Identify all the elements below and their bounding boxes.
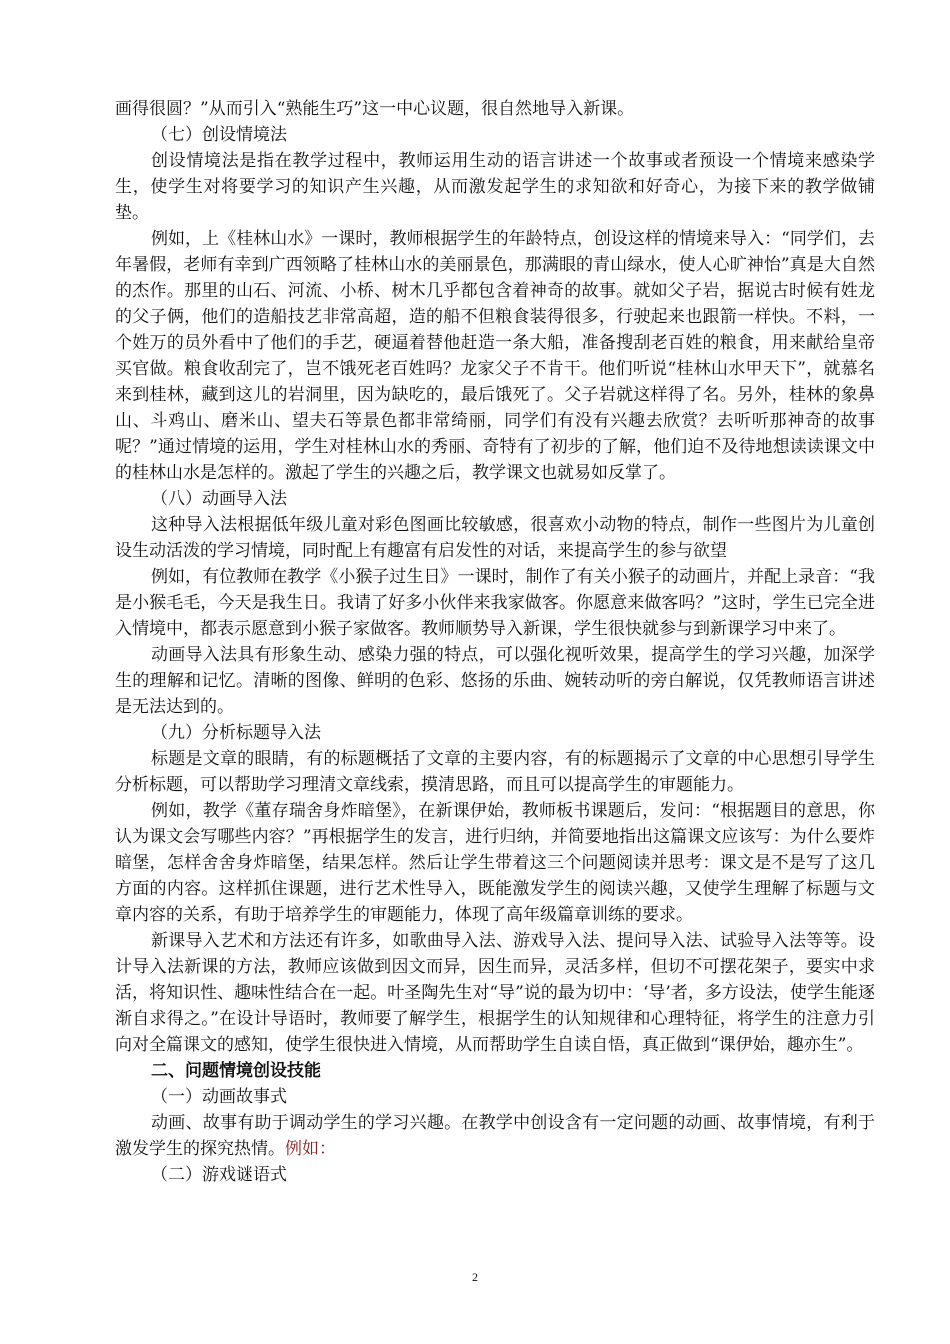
paragraph: 这种导入法根据低年级儿童对彩色图画比较敏感，很喜欢小动物的特点，制作一些图片为儿童创设生动活泼的学习情境，同时配上有趣富有启发性的对话，来提高学生的参与欲望 [115, 515, 875, 561]
subheading-situation-method: （七）创设情境法 [151, 125, 287, 145]
subheading-game-riddle: （二）游戏谜语式 [151, 1165, 287, 1185]
paragraph: 创设情境法是指在教学过程中，教师运用生动的语言讲述一个故事或者预设一个情境来感染学生，使学生对将要学习的知识产生兴趣，从而激发起学生的求知欲和好奇心，为接下来的教学做铺垫。 [115, 151, 875, 223]
subheading-animation-method: （八）动画导入法 [151, 489, 287, 509]
paragraph: 例如，有位教师在教学《小猴子过生日》一课时，制作了有关小猴子的动画片，并配上录音：“我是小猴毛毛，今天是我生日。我请了好多小伙伴来我家做客。你愿意来做客吗？”这时，学生已完全进入情境中，都表示愿意到小猴子家做客。教师顺势导入新课，学生很快就参与到新课学习中来了。 [115, 567, 875, 639]
paragraph: 标题是文章的眼睛，有的标题概括了文章的主要内容，有的标题揭示了文章的中心思想引导学生分析标题，可以帮助学习理清文章线索，摸清思路，而且可以提高学生的审题能力。 [115, 749, 875, 795]
page-number: 2 [472, 1270, 478, 1284]
paragraph: 例如，上《桂林山水》一课时，教师根据学生的年龄特点，创设这样的情境来导入：“同学们，去年暑假，老师有幸到广西领略了桂林山水的美丽景色，那满眼的青山绿水，使人心旷神怡”真是大自然的杰作。那里的山石、河流、小桥、树木几乎都包含着神奇的故事。就如父子岩，据说古时候有姓龙的父子俩，他们的造船技艺非常高超，造的船不但粮食装得很多，行驶起来也跟箭一样快。不料，一个姓万的员外看中了他们的手艺，硬逼着替他赶造一条大船，准备搜刮老百姓的粮食，用来献给皇帝买官做。粮食收刮完了，岂不饿死老百姓吗？龙家父子不肯干。他们听说“桂林山水甲天下”，就慕名来到桂林，藏到这儿的岩洞里，因为缺吃的，最后饿死了。父子岩就这样得了名。另外，桂林的象鼻山、斗鸡山、磨米山、望夫石等景色都非常绮丽，同学们有没有兴趣去欣赏？去听听那神奇的故事呢？”通过情境的运用，学生对桂林山水的秀丽、奇特有了初步的了解，他们迫不及待地想读读课文中的桂林山水是怎样的。激起了学生的兴趣之后，教学课文也就易如反掌了。 [115, 229, 875, 483]
subheading-animated-story: （一）动画故事式 [151, 1087, 287, 1107]
paragraph: 动画导入法具有形象生动、感染力强的特点，可以强化视听效果，提高学生的学习兴趣，加深学生的理解和记忆。清晰的图像、鲜明的色彩、悠扬的乐曲、婉转动听的旁白解说，仅凭教师语言讲述是无法达到的。 [115, 645, 875, 717]
paragraph-text: 动画、故事有助于调动学生的学习兴趣。在教学中创设含有一定问题的动画、故事情境，有利于激发学生的探究热情。 [115, 1113, 875, 1159]
document-body [115, 96, 875, 1188]
example-label: 例如： [285, 1139, 336, 1159]
section-heading: 二、问题情境创设技能 [151, 1061, 321, 1081]
paragraph: 例如，教学《董存瑞舍身炸暗堡》，在新课伊始，教师板书课题后，发问：“根据题目的意思，你认为课文会写哪些内容？”再根据学生的发言，进行归纳，并简要地指出这篇课文应该写：为什么要炸暗堡，怎样舍舍身炸暗堡，结果怎样。然后让学生带着这三个问题阅读并思考：课文是不是写了这几方面的内容。这样抓住课题，进行艺术性导入，既能激发学生的阅读兴趣，又使学生理解了标题与文章内容的关系，有助于培养学生的审题能力，体现了高年级篇章训练的要求。 [115, 801, 875, 925]
paragraph: 新课导入艺术和方法还有许多，如歌曲导入法、游戏导入法、提问导入法、试验导入法等等。设计导入法新课的方法，教师应该做到因文而异，因生而异，灵活多样，但切不可摆花架子，要实中求活，将知识性、趣味性结合在一起。叶圣陶先生对“导”说的最为切中：‘导’者，多方设法，使学生能逐渐自求得之。”在设计导语时，教师要了解学生，根据学生的认知规律和心理特征，将学生的注意力引向对全篇课文的感知，使学生很快进入情境，从而帮助学生自读自悟，真正做到“课伊始，趣亦生”。 [115, 931, 875, 1055]
paragraph-continuation: 画得很圆？”从而引入“熟能生巧”这一中心议题，很自然地导入新课。 [115, 99, 635, 119]
paragraph-with-accent [115, 1110, 875, 1162]
subheading-title-analysis-method: （九）分析标题导入法 [151, 723, 321, 743]
